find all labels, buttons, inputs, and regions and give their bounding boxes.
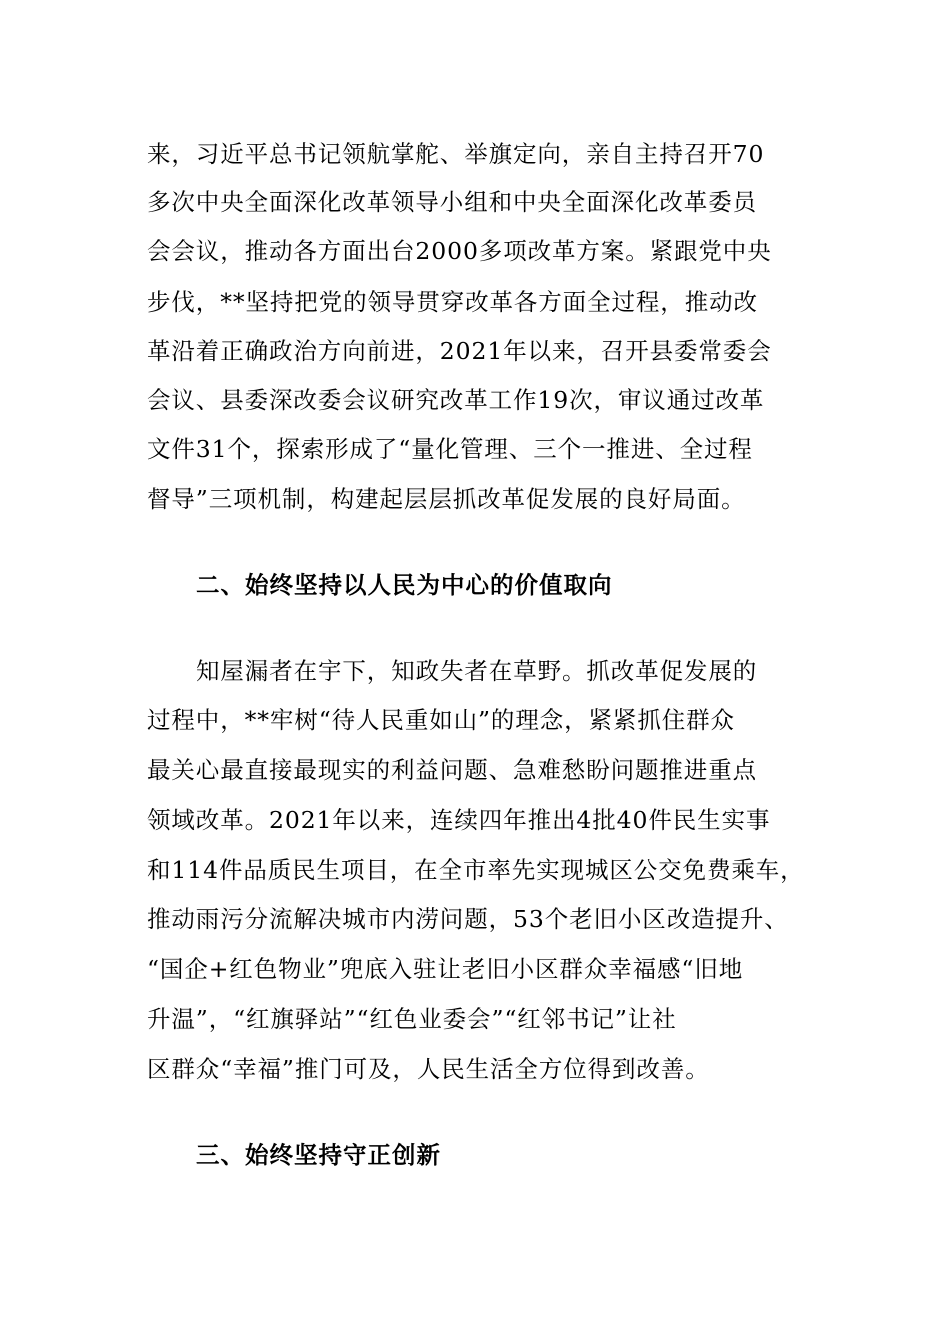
paragraph-2-line-4: 领域改革。2021年以来，连续四年推出4批40件民生实事 xyxy=(147,806,771,834)
section-heading-2: 二、始终坚持以人民为中心的价值取向 xyxy=(196,571,613,599)
paragraph-2-line-9: 区群众“幸福”推门可及，人民生活全方位得到改善。 xyxy=(147,1055,710,1083)
paragraph-2-line-3: 最关心最直接最现实的利益问题、急难愁盼问题推进重点 xyxy=(147,756,757,784)
paragraph-1-line-1: 来，习近平总书记领航掌舵、举旗定向，亲自主持召开70 xyxy=(147,140,765,168)
paragraph-1-line-4: 步伐，**坚持把党的领导贯穿改革各方面全过程，推动改 xyxy=(147,288,758,316)
paragraph-2-line-5: 和114件品质民生项目，在全市率先实现城区公交免费乘车， xyxy=(147,856,805,884)
paragraph-1-line-6: 会议、县委深改委会议研究改革工作19次，审议通过改革 xyxy=(147,386,765,414)
paragraph-2-line-1: 知屋漏者在宇下，知政失者在草野。抓改革促发展的 xyxy=(196,657,758,685)
section-heading-3: 三、始终坚持守正创新 xyxy=(196,1141,441,1169)
paragraph-1-line-3: 会会议，推动各方面出台2000多项改革方案。紧跟党中央 xyxy=(147,237,772,265)
paragraph-2-line-7: “国企+红色物业”兜底入驻让老旧小区群众幸福感“旧地 xyxy=(147,955,744,983)
paragraph-2-line-6: 推动雨污分流解决城市内涝问题，53个老旧小区改造提升、 xyxy=(147,905,789,933)
paragraph-2-line-2: 过程中，**牢树“待人民重如山”的理念，紧紧抓住群众 xyxy=(147,706,735,734)
paragraph-1-line-8: 督导”三项机制，构建起层层抓改革促发展的良好局面。 xyxy=(147,485,746,513)
paragraph-1-line-2: 多次中央全面深化改革领导小组和中央全面深化改革委员 xyxy=(147,188,757,216)
paragraph-2-line-8: 升温”，“红旗驿站”“红色业委会”“红邻书记”让社 xyxy=(147,1005,677,1033)
paragraph-1-line-5: 革沿着正确政治方向前进，2021年以来，召开县委常委会 xyxy=(147,337,772,365)
paragraph-1-line-7: 文件31个，探索形成了“量化管理、三个一推进、全过程 xyxy=(147,435,753,463)
